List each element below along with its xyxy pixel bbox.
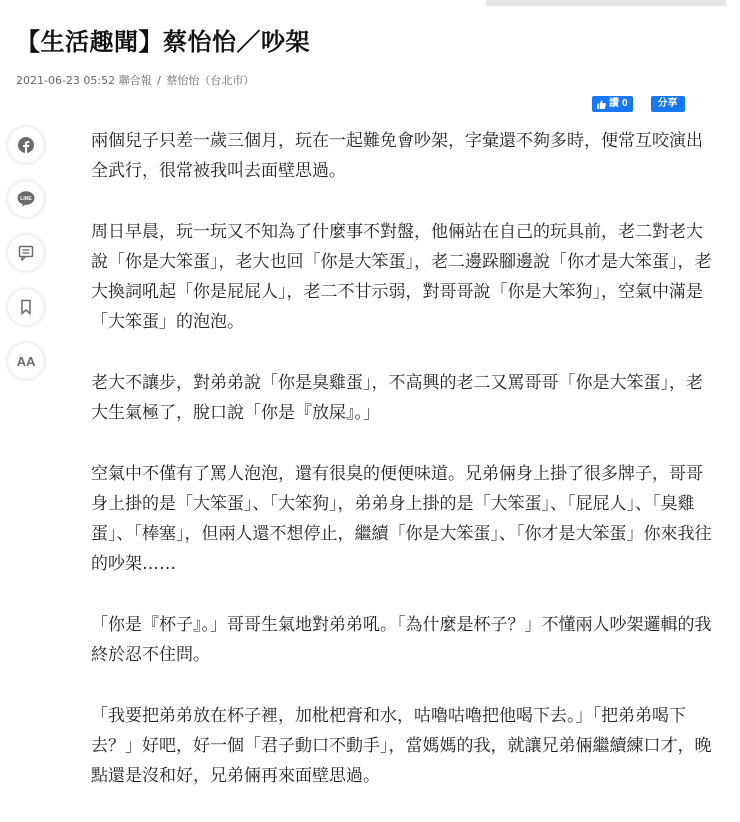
article-title: 【生活趣聞】蔡怡怡／吵架 (16, 28, 310, 56)
like-label: 讚 (609, 98, 619, 109)
top-bar-decoration (486, 0, 726, 6)
article-paragraph: 「我要把弟弟放在杯子裡，加枇杷膏和水，咕嚕咕嚕把他喝下去。」「把弟弟喝下去？」好吧，好一個「君子動口不動手」，當媽媽的我，就讓兄弟倆繼續練口才，晚點還是沒和好，兄弟倆再來面壁思過。 (91, 706, 712, 786)
font-size-button[interactable] (8, 343, 44, 379)
social-sidebar (8, 127, 48, 397)
thumbs-up-icon (597, 100, 606, 109)
font-size-icon: AA (16, 353, 36, 369)
line-icon (17, 191, 35, 207)
comment-button[interactable] (8, 235, 44, 271)
article-body (91, 126, 713, 822)
bookmark-button[interactable] (8, 289, 44, 325)
bookmark-icon (20, 299, 32, 315)
source-name[interactable]: 聯合報 (118, 74, 152, 87)
share-button[interactable]: 分享 (651, 96, 685, 112)
publish-date: 2021-06-23 05:52 (16, 74, 116, 87)
line-share-button[interactable] (8, 181, 44, 217)
share-toolbar (592, 96, 685, 112)
article-paragraph: 兩個兒子只差一歲三個月，玩在一起難免會吵架，字彙還不夠多時，便常互咬演出全武行，很常被我叫去面壁思過。 (91, 131, 703, 181)
article-paragraph: 「你是『杯子』。」哥哥生氣地對弟弟吼。「為什麼是杯子？」不懂兩人吵架邏輯的我終於忍不住問。 (91, 615, 712, 665)
meta-separator: / (157, 74, 161, 87)
like-count: 0 (622, 98, 628, 109)
facebook-icon (18, 137, 34, 153)
article-paragraph: 空氣中不僅有了罵人泡泡，還有很臭的便便味道。兄弟倆身上掛了很多牌子，哥哥身上掛的是「大笨蛋」、「大笨狗」，弟弟身上掛的是「大笨蛋」、「屁屁人」、「臭雞蛋」、「棒塞」，但兩人還不想停止，繼續「你是大笨蛋」、「你才是大笨蛋」你來我往的吵架…… (91, 464, 712, 574)
line-icon-text: LINE (20, 196, 32, 202)
article-paragraph: 周日早晨，玩一玩又不知為了什麼事不對盤，他倆站在自己的玩具前，老二對老大說「你是大笨蛋」，老大也回「你是大笨蛋」，老二邊跺腳邊說「你才是大笨蛋」，老大換詞吼起「你是屁屁人」，老二不甘示弱，對哥哥說「你是大笨狗」，空氣中滿是「大笨蛋」的泡泡。 (91, 222, 712, 332)
facebook-share-button[interactable] (8, 127, 44, 163)
article-paragraph: 老大不讓步，對弟弟說「你是臭雞蛋」，不高興的老二又罵哥哥「你是大笨蛋」，老大生氣極了，脫口說「你是『放屎』。」 (91, 373, 703, 423)
like-button[interactable] (592, 96, 633, 112)
comment-icon (18, 245, 34, 261)
author-name: 蔡怡怡（台北市） (166, 74, 255, 87)
article-meta (16, 72, 254, 88)
